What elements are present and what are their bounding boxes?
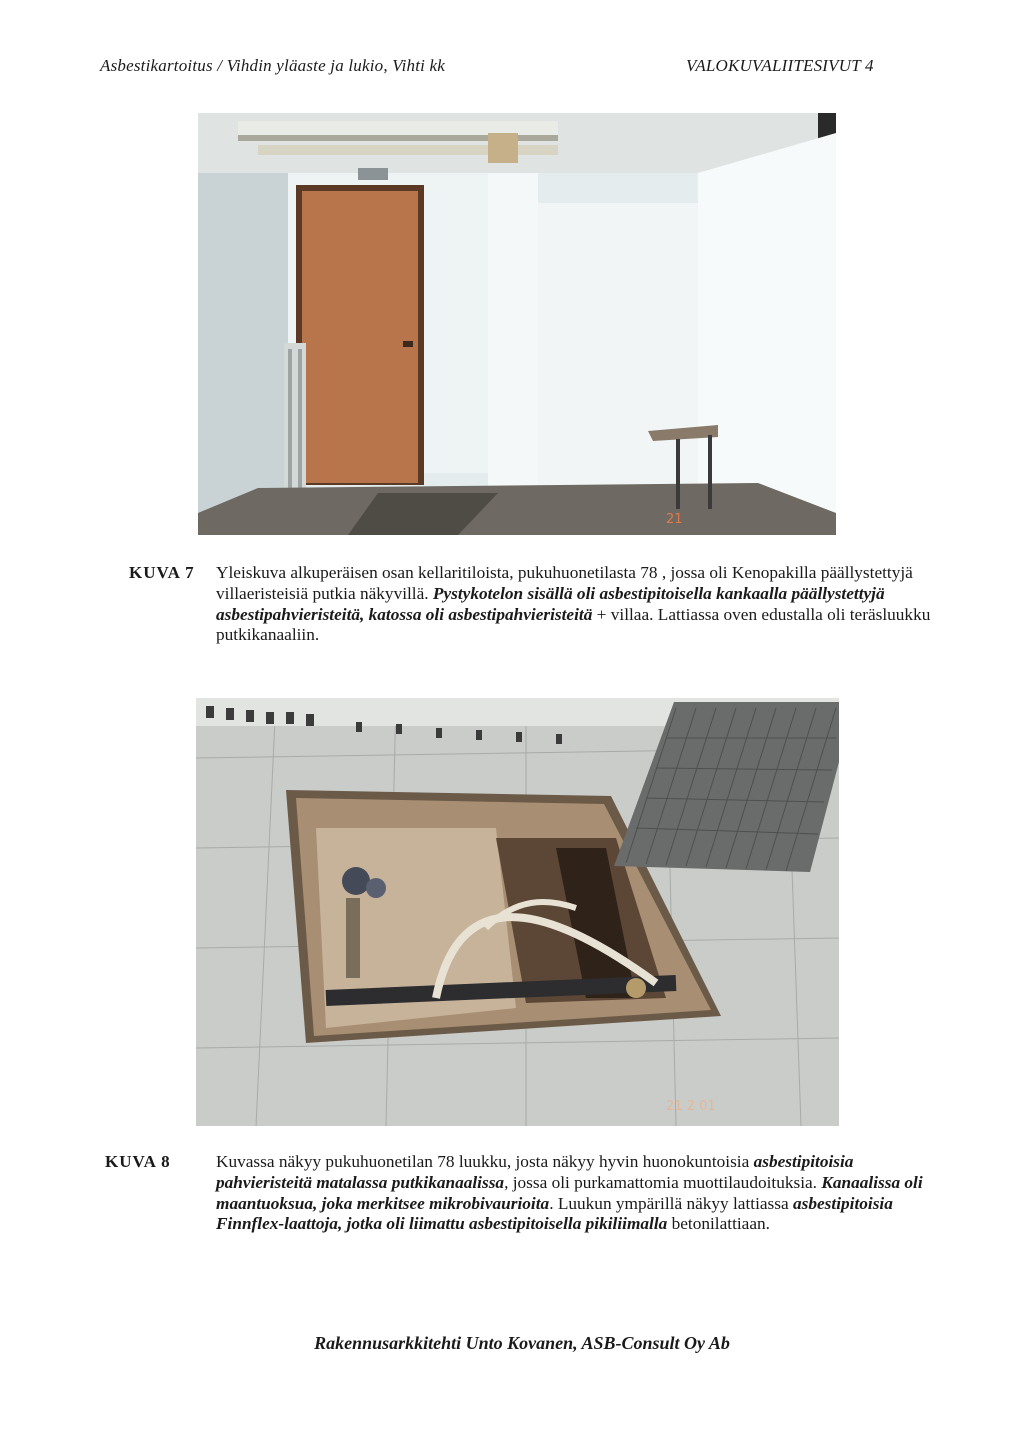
caption-emphasis: Kanaalissa oli maantuoksua, joka merkitsee mikrobivaurioita (216, 1172, 923, 1213)
footer (0, 1333, 1024, 1354)
header-left: Asbestikartoitus / Vihdin yläaste ja lukio, Vihti kk (100, 56, 445, 75)
photo-date-stamp: 21 (666, 512, 683, 527)
photo-date-stamp: 21 2 01 (666, 1099, 716, 1114)
caption-text: Kuvassa näkyy pukuhuonetilan 78 luukku, josta näkyy hyvin huonokuntoisia (216, 1152, 754, 1171)
figure-label-kuva-7: KUVA 7 (129, 563, 195, 582)
figure-label-kuva-8: KUVA 8 (105, 1152, 171, 1171)
caption-text: + villaa. Lattiassa oven edustalla oli teräsluukku putkikanaaliin. (216, 604, 931, 645)
figure-caption-kuva-8 (216, 1152, 936, 1235)
figure-caption-kuva-7 (216, 563, 936, 646)
caption-text: Yleiskuva alkuperäisen osan kellaritiloista, pukuhuonetilasta 78 , jossa oli Kenopakilla päällystettyjä villaeristeisiä putkia näkyvillä. (216, 563, 913, 603)
caption-text: , jossa oli purkamattomia muottilaudoituksia. (504, 1172, 822, 1192)
caption-emphasis: asbestipitoisia Finnflex-laattoja, jotka oli liimattu asbestipitoisella pikiliimalla (216, 1193, 893, 1234)
header-right: VALOKUVALIITESIVUT 4 (686, 56, 874, 75)
photo-kuva-7 (198, 113, 836, 535)
photo-kuva-8 (196, 698, 839, 1126)
caption-text: . Luukun ympärillä näkyy lattiassa (549, 1193, 793, 1213)
caption-text: betonilattiaan. (667, 1214, 770, 1234)
caption-emphasis: Pystykotelon sisällä oli asbestipitoisella kankaalla päällystettyjä asbestipahvieristeitä, katossa oli asbestipahvieristeitä (216, 583, 885, 624)
caption-emphasis: asbestipitoisia pahvieristeitä matalassa putkikanaalissa (216, 1152, 854, 1192)
footer-text: Rakennusarkkitehti Unto Kovanen, ASB-Consult Oy Ab (314, 1333, 730, 1353)
